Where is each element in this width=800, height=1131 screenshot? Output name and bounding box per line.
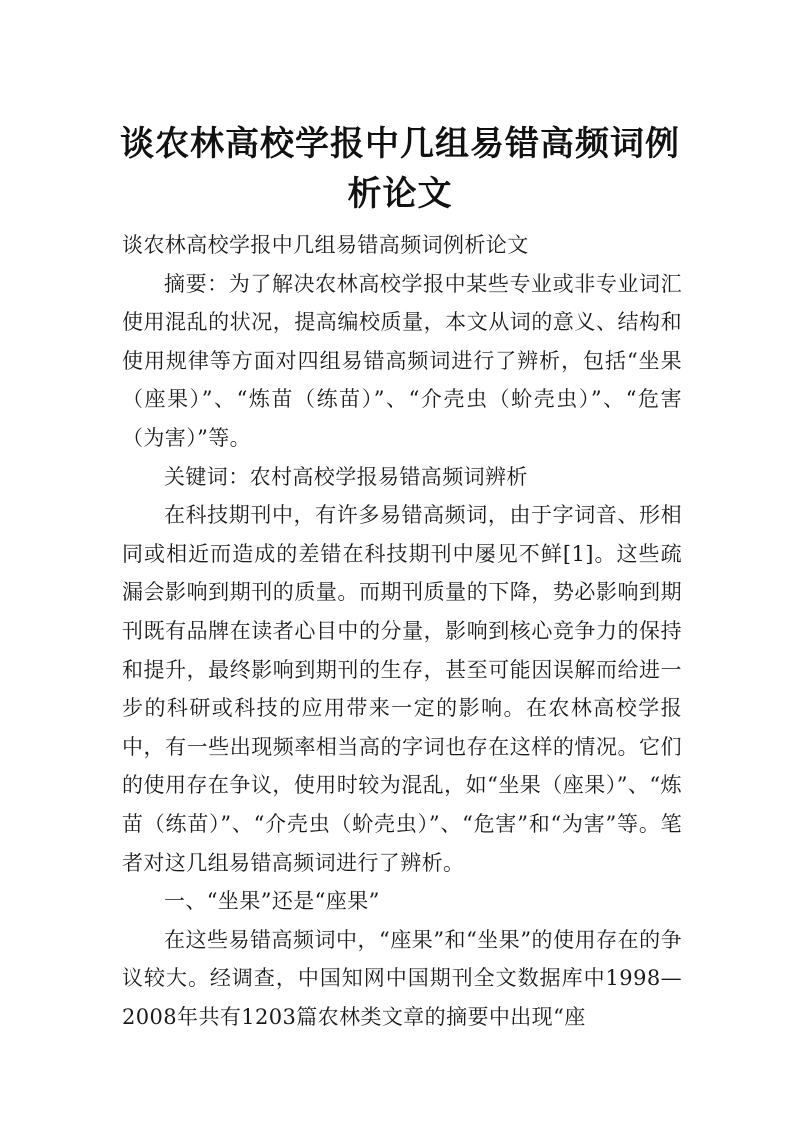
paragraph-introduction: 在科技期刊中，有许多易错高频词，由于字词音、形相同或相近而造成的差错在科技期刊中屡见不鲜[1]。这些疏漏会影响到期刊的质量。而期刊质量的下降，势必影响到期刊既有品牌在读者心目中的分量，影响到核心竞争力的保持和提升，最终影响到期刊的生存，甚至可能因误解而给进一步的科研或科技的应用带来一定的影响。在农林高校学报中，有一些出现频率相当高的字词也存在这样的情况。它们的使用存在争议，使用时较为混乱，如“坐果（座果）”、“炼苗（练苗）”、“介壳虫（蚧壳虫）”、“危害”和“为害”等。笔者对这几组易错高频词进行了辨析。 bbox=[122, 503, 682, 875]
paragraph-keywords: 关键词：农村高校学报易错高频词辨析 bbox=[164, 464, 528, 489]
paragraph-abstract: 摘要：为了解决农林高校学报中某些专业或非专业词汇使用混乱的状况，提高编校质量，本文从词的意义、结构和使用规律等方面对四组易错高频词进行了辨析，包括“坐果（座果）”、“炼苗（练苗）”、“介壳虫（蚧壳虫）”、“危害（为害）”等。 bbox=[122, 271, 682, 450]
paragraph-heading-repeat: 谈农林高校学报中几组易错高频词例析论文 bbox=[122, 233, 529, 257]
paragraph-section-1: 在这些易错高频词中，“座果”和“坐果”的使用存在的争议较大。经调查，中国知网中国期刊全文数据库中1998—2008年共有1203篇农林类文章的摘要中出现“座 bbox=[122, 927, 682, 1029]
document-body bbox=[122, 226, 682, 1036]
document-title: 谈农林高校学报中几组易错高频词例析论文 bbox=[120, 123, 680, 214]
section-heading-1: 一、“坐果”还是“座果” bbox=[164, 889, 380, 914]
